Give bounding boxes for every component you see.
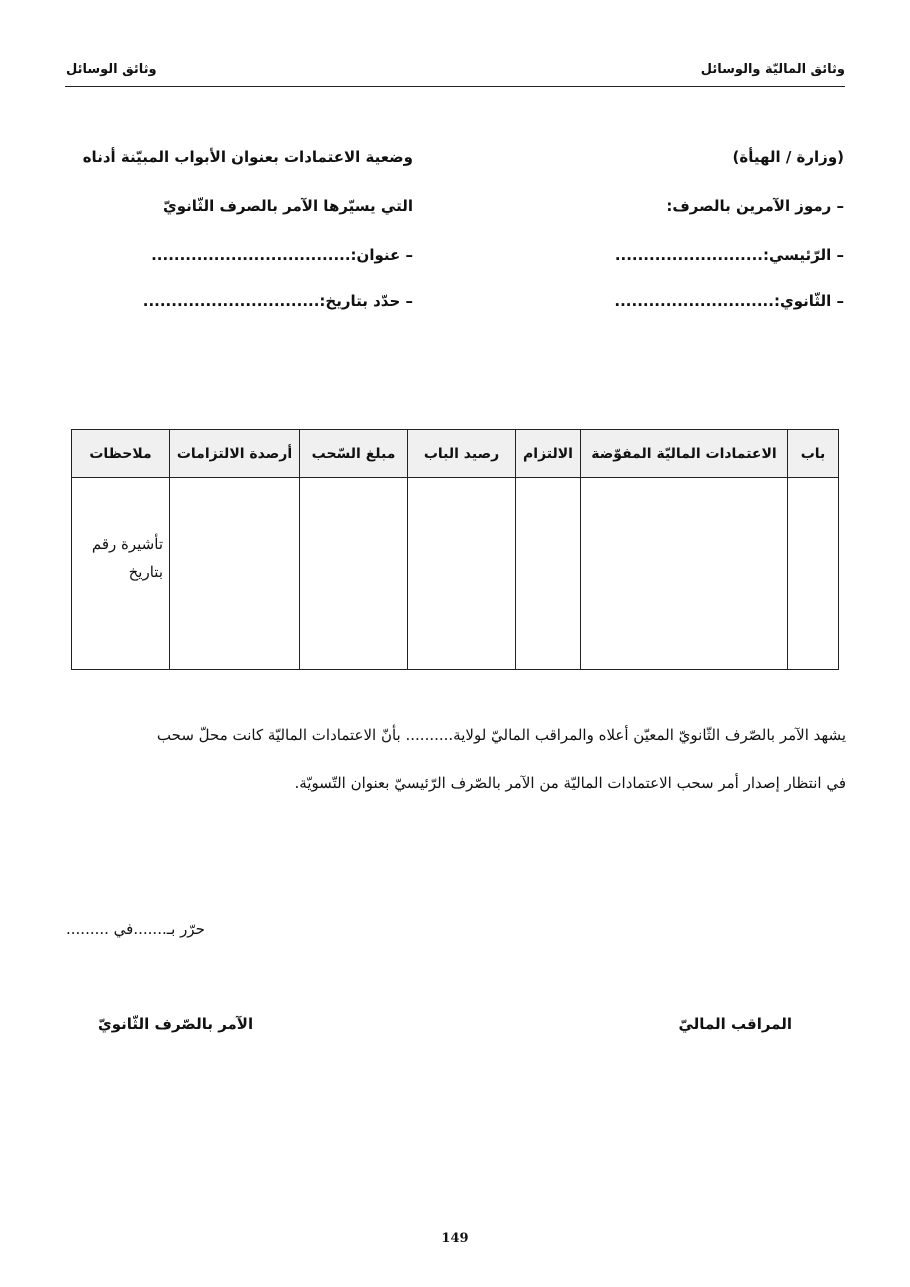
visa-number-label: تأشيرة رقم — [91, 535, 163, 553]
page-number: 149 — [441, 1231, 469, 1246]
ministry-label: (وزارة / الهيأة) — [732, 148, 844, 166]
secondary-orderer-signature: الآمر بالصّرف الثّانويّ — [98, 1015, 254, 1033]
financial-controller-signature: المراقب الماليّ — [678, 1015, 792, 1033]
cell-chapter-balance — [408, 478, 516, 670]
col-header-delegated-credits: الاعتمادات الماليّة المفوّضة — [581, 430, 788, 478]
cell-commitment-balances — [170, 478, 300, 670]
certification-line-2: في انتظار إصدار أمر سحب الاعتمادات الماليّة من الآمر بالصّرف الرّئيسيّ بعنوان التّسويّة. — [294, 774, 846, 792]
credits-table — [71, 429, 839, 670]
certification-line-1: يشهد الآمر بالصّرف الثّانويّ المعيّن أعلاه والمراقب الماليّ لولاية.......... بأنّ الاعتمادات الماليّة كانت محلّ سحب — [156, 726, 846, 744]
cell-notes — [72, 478, 170, 670]
header-divider — [65, 86, 845, 87]
main-orderer-field: – الرّئيسي:.......................... — [614, 246, 844, 264]
running-header-right: وثائق الماليّة والوسائل — [700, 62, 845, 77]
running-header-left: وثائق الوسائل — [66, 62, 157, 77]
written-at-line: حرّر بـ.......في ......... — [66, 920, 205, 938]
table-header-row — [72, 430, 839, 478]
date-field: – حدّد بتاريخ:............................... — [142, 292, 413, 310]
col-header-chapter: باب — [788, 430, 839, 478]
cell-delegated-credits — [581, 478, 788, 670]
status-title: وضعية الاعتمادات بعنوان الأبواب المبيّنة أدناه — [82, 148, 413, 166]
codes-label: – رموز الآمرين بالصرف: — [666, 197, 844, 215]
col-header-chapter-balance: رصيد الباب — [408, 430, 516, 478]
address-field: – عنوان:................................... — [151, 246, 413, 264]
cell-commitment — [516, 478, 581, 670]
cell-chapter — [788, 478, 839, 670]
table-row — [72, 478, 839, 670]
cell-withdrawal-amount — [300, 478, 408, 670]
visa-date-label: بتاريخ — [128, 563, 163, 581]
col-header-withdrawal-amount: مبلغ السّحب — [300, 430, 408, 478]
col-header-commitment: الالتزام — [516, 430, 581, 478]
secondary-orderer-field: – الثّانوي:............................ — [614, 292, 844, 310]
status-subtitle: التي يسيّرها الآمر بالصرف الثّانويّ — [162, 197, 413, 215]
col-header-notes: ملاحظات — [72, 430, 170, 478]
col-header-commitment-balances: أرصدة الالتزامات — [170, 430, 300, 478]
